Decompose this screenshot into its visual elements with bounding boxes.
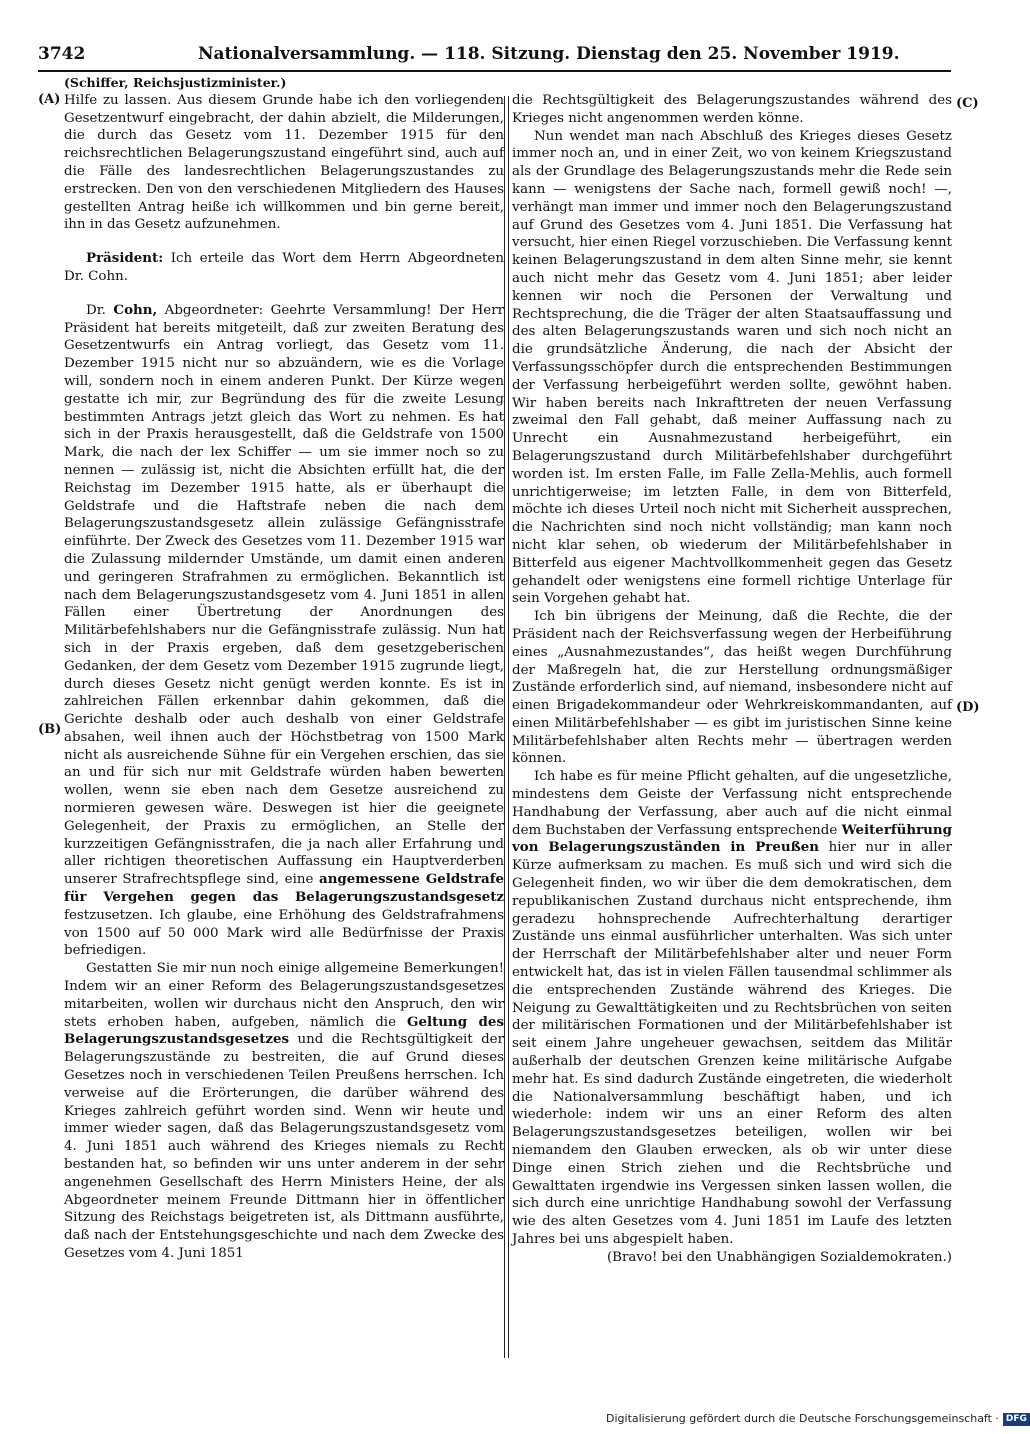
paragraph-text-end: hier nur in aller Kürze aufmerksam zu machen. Es muß sich und wird sich die Gelegenheit finden, wo wir über die dem demokratischen, dem republikanischen Zustand durchaus nicht entsprechende, ihm geradezu hohnsprechende Aufrechterhaltung derartiger Zustände uns einmal ausführlicher unterhalten. Was sich unter der Herrschaft der Militärbefehlshaber alter und neuer Form entwickelt hat, das ist in vielen Fällen tausendmal schlimmer als die entsprechenden Zustände während des Krieges. Die Neigung zu Gewalttätigkeiten und zu Rechtsbrüchen von seiten der militärischen Formationen und der Militärbefehlshaber ist seit einem Jahre ungeheuer gewachsen, seitdem das Militär außerhalb der deutschen Grenzen keine militärische Aufgabe mehr hat. Es sind dadurch Zustände eingetreten, die wiederholt die Nationalversammlung beschäftigt haben, und ich wiederhole: indem wir uns an einer Reform des alten Belagerungszustandsgesetzes beteiligen, wollen wir bei niemandem den Glauben erwecken, als ob wir unter diese Dinge einen Strich ziehen und die Rechtsbrüche und Gewalttaten irgendwie ins Vergessen sinken lassen wollen, die sich durch eine unrichtige Handhabung sowohl der Verfassung wie des alten Gesetzes vom 4. Juni 1851 im Laufe des letzten Jahres bei uns abgespielt haben.: [512, 840, 952, 1247]
cohn-text-end: festzusetzen. Ich glaube, eine Erhöhung des Geldstrafrahmens von 1500 auf 50 000 Mark wird alle Bedürfnisse der Praxis befriedigen.: [64, 907, 504, 959]
applause-note: (Bravo! bei den Unabhängigen Sozialdemokraten.): [606, 1249, 952, 1265]
right-column: [512, 74, 952, 1267]
speaker-prefix: Dr.: [86, 302, 106, 318]
speaker-label: Präsident:: [86, 250, 164, 267]
session-title: Nationalversammlung. — 118. Sitzung. Dienstag den 25. November 1919.: [198, 44, 900, 64]
paragraph-text: Ich habe es für meine Pflicht gehalten, auf die ungesetzliche, mindestens dem Geiste der Verfassung nicht entsprechende Handhabung der Verfassung, aber auch auf die nicht einmal dem Buchstaben der Verfassung entsprechende: [512, 769, 952, 838]
paragraph-text-end: und die Rechtsgültigkeit der Belagerungszustände zu bestreiten, die auf Grund dieses Gesetzes noch in verschiedenen Teilen Preußens herrschen. Ich verweise auf die Erörterungen, die darüber während des Krieges zahlreich geführt worden sind. Wenn wir heute und immer wieder sagen, daß das Belagerungszustandsgesetz vom 4. Juni 1851 auch während des Krieges niemals zu Recht bestanden hat, so befinden wir uns unter anderem in der sehr angenehmen Gesellschaft des Herrn Ministers Heine, der als Abgeordneter meinem Freunde Dittmann hier in öffentlicher Sitzung des Reichstags beigetreten ist, als Dittmann ausführte, daß nach der Entstehungsgeschichte und nach dem Zwecke des Gesetzes vom 4. Juni 1851: [64, 1032, 504, 1261]
margin-marker-d: (D): [956, 700, 980, 715]
page-header: [38, 44, 900, 68]
paragraph: die Rechtsgültigkeit des Belagerungszustandes während des Krieges nicht angenommen werden könne.: [512, 93, 952, 126]
paragraph: Hilfe zu lassen. Aus diesem Grunde habe ich den vorliegenden Gesetzentwurf eingebracht, der dahin abzielt, die Milderungen, die durch das Gesetz vom 11. Dezember 1915 für den reichsrechtlichen Belagerungszustand eingeführt sind, auch auf die Fälle des landesrechtlichen Belagerungszustandes zu erstrecken. Den von den verschiedenen Mitgliedern des Hauses gestellten Antrag heiße ich willkommen und bin gerne bereit, ihn in das Gesetz aufzunehmen.: [64, 92, 504, 233]
emphasis-text: Geltung des Belagerungszustandsgesetzes: [64, 1013, 504, 1048]
paragraph: [512, 768, 952, 1249]
president-text: Ich erteile das Wort dem Herrn Abgeordneten Dr. Cohn.: [64, 251, 504, 284]
margin-marker-a: (A): [38, 92, 61, 107]
footer-credit: [606, 1412, 1030, 1426]
margin-marker-b: (B): [38, 722, 62, 737]
header-rule: [38, 70, 951, 72]
speaker-note: (Schiffer, Reichsjustizminister.): [64, 75, 287, 90]
left-column: [64, 74, 504, 1263]
footer-text: Digitalisierung gefördert durch die Deutsche Forschungsgemeinschaft ·: [606, 1412, 999, 1425]
column-divider: [504, 96, 505, 1358]
cohn-paragraph: [64, 302, 504, 960]
emphasis-text: Weiterführung von Belagerungszuständen in Preußen: [512, 821, 952, 856]
paragraph: [64, 960, 504, 1263]
cohn-text: Abgeordneter: Geehrte Versammlung! Der Herr Präsident hat bereits mitgeteilt, daß zur zweiten Beratung des Gesetzentwurfs ein Antrag vorliegt, das Gesetz vom 11. Dezember 1915 nicht nur so abzuändern, wie es die Vorlage will, sondern noch in einem anderen Punkt. Der Kürze wegen gestatte ich mir, zur Begründung des für die zweite Lesung bestimmten Antrags jetzt gleich das Wort zu nehmen. Es hat sich in der Praxis herausgestellt, daß die Geldstrafe von 1500 Mark, die nach der lex Schiffer — um sie immer noch so zu nennen — zulässig ist, nicht die Absichten erfüllt hat, die der Reichstag im Dezember 1915 hatte, als er überhaupt die Geldstrafe und die Haftstrafe neben die nach dem Belagerungszustandsgesetz allein zulässige Gefängnisstrafe einführte. Der Zweck des Gesetzes vom 11. Dezember 1915 war die Zulassung mildernder Umstände, um damit einen anderen und geringeren Strafrahmen zu ermöglichen. Bekanntlich ist nach dem Belagerungszustandsgesetz vom 4. Juni 1851 in allen Fällen einer Übertretung der Anordnungen des Militärbefehlshabers nur die Gefängnisstrafe zulässig. Nun hat sich in der Praxis ergeben, daß dem gesetzgeberischen Gedanken, der dem Gesetz vom Dezember 1915 zugrunde liegt, durch dieses Gesetz nicht genügt werden konnte. Es ist in zahlreichen Fällen erkennbar dahin gekommen, daß die Gerichte deshalb oder auch deshalb von einer Geldstrafe absahen, weil ihnen auch der Höchstbetrag von 1500 Mark nicht als ausreichende Sühne für ein Vergehen erschien, das sie an und für sich nur mit Geldstrafe würden haben bewerten wollen, wenn sie eben nach dem Gesetze ausreichend zu normieren gewesen wäre. Deswegen ist hier die geeignete Gelegenheit, der Praxis zu ermöglichen, an Stelle der kurzzeitigen Gefängnisstrafen, die ja nach aller Erfahrung und aller richtigen theoretischen Auffassung ein Hauptverderben unserer Strafrechtspflege sind, eine: [64, 302, 504, 888]
dfg-logo: DFG: [1003, 1413, 1030, 1426]
emphasis-text: angemessene Geldstrafe für Vergehen gegen das Belagerungszustandsgesetz: [64, 871, 504, 906]
column-divider: [508, 96, 509, 1358]
paragraph: Nun wendet man nach Abschluß des Krieges dieses Gesetz immer noch an, und in einer Zeit, wo von keinem Kriegszustand als der Grundlage des Belagerungszustands mehr die Rede sein kann — wenigstens der Sache nach, formell gewiß noch! —, verhängt man immer und immer noch den Belagerungszustand auf Grund des Gesetzes vom 4. Juni 1851. Die Verfassung hat versucht, hier einen Riegel vorzuschieben. Die Verfassung kennt keinen Belagerungszustand in dem alten Sinne mehr, sie kennt auch nicht mehr das Gesetz vom 4. Juni 1851; aber leider kennen wir noch die Personen der Verwaltung und Rechtsprechung, die die Träger der alten Staatsauffassung und des alten Belagerungszustands waren und sich noch nicht an die grundsätzliche Änderung, die nach der Absicht der Verfassungsschöpfer durch die entsprechenden Bestimmungen der Verfassung herbeigeführt werden sollte, gewöhnt haben. Wir haben bereits nach Inkrafttreten der neuen Verfassung zweimal den Fall gehabt, daß meiner Auffassung nach zu Unrecht ein Ausnahmezustand herbeigeführt, ein Belagerungszustand durch Militärbefehlshaber durchgeführt worden ist. Im ersten Falle, im Falle Zella-Mehlis, auch formell unrichtigerweise; im letzten Falle, in dem von Bitterfeld, möchte ich dieses Urteil noch nicht mit Sicherheit aussprechen, die Nachrichten sind noch nicht vollständig; man kann noch nicht klar sehen, ob wiederum der Militärbefehlshaber in Bitterfeld aus eigener Machtvollkommenheit gegen das Gesetz gehandelt oder wenigstens eine formell richtige Unterlage für sein Vorgehen gehabt hat.: [512, 128, 952, 607]
paragraph: Ich bin übrigens der Meinung, daß die Rechte, die der Präsident nach der Reichsverfassung wegen der Herbeiführung eines „Ausnahmezustandes“, das heißt wegen Durchführung der Maßregeln hat, die zur Herstellung ordnungsmäßiger Zustände erforderlich sind, auf niemand, insbesondere nicht auf einen Brigadekommandeur oder Wehrkreiskommandanten, auf einen Militärbefehlshaber — es gibt im juristischen Sinne keine Militärbefehlshaber alten Rechts mehr — übertragen werden können.: [512, 609, 952, 767]
paragraph-text: Gestatten Sie mir nun noch einige allgemeine Bemerkungen! Indem wir an einer Reform des Belagerungszustandsgesetzes mitarbeiten, wollen wir durchaus nicht den Anspruch, den wir stets erhoben haben, aufgeben, nämlich die: [64, 961, 504, 1030]
speaker-name: Cohn,: [113, 301, 158, 318]
page-number: 3742: [38, 44, 86, 64]
margin-marker-c: (C): [956, 96, 979, 111]
president-paragraph: [64, 250, 504, 286]
